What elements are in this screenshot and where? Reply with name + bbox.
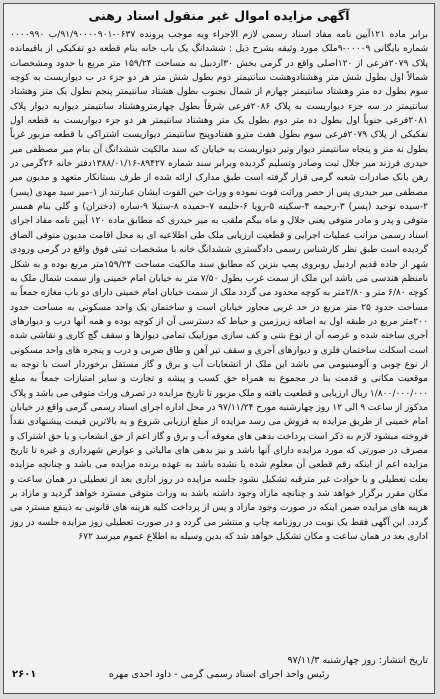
notice-footer [10, 668, 428, 682]
notice-body: برابر ماده ۱۲۱آیین نامه مفاد اسناد رسمی لازم الاجراء وبه موجب پرونده ۰۶۳۷-۹۱/۹۰۰۰۰۹۰۱/ب ۰۰۰۰۹۹۰ شماره بایگانی ۰۰۰۰۹-۹ملک مورد وثیقه بشرح ذیل : ششدانگ یک باب خانه بنام قطعه دو تفکیکی از باقیمانده پلاک ۲۰۷۹فرعی از ۱۲۰اصلی واقع در گرمی بخش ۳۰اردبیل به مساحت ۱۵۹/۲۴ متر مربع با حدود ومشخصات شمالاً اول بطول شش متر وهشتادوهشت سانتیمتر دوم بطول شش متر هر دو جزء در ب دیواریست به کوچه سوم بطول ده متر وهشتاد سانتیمتر چهارم از شمال بجنوب بطول هشتاد سانتیمتر پنجم بطول یک متر وهشتاد سانتیمتر در سه جزء دیواریست به پلاک ۲۰۸۶فرعی شرقاً بطول چهارمتروهشتاد سانتیمتر دیواربه دیوار پلاک ۲۰۸۱فرعی جنوباً اول بطول ده متر دوم بطول یک متر وهشتاد سانتیمتر هر دو جزء دیواریست به قطعه اول تفکیکی از پلاک ۲۰۷۹فرعی سوم بطول هفت مترو هفتادوپنج سانتیمتر دیواریست اشتراکی با قطعه مزبور غرباً بطول نه متر و پنجاه سانتیمتر دیوار وتیر دیواریست به خیابان که سند مالکیت ششدانگ آن بنام میر مصطفی میر حیدری فرزند میر جلال ثبت وصادر وتسلیم گردیده وبرابر سند شماره ۸۹۴۲۷-۱۳۸۸/۰۱/۱۶دفتر خانه ۲۶گرمی در رهن بانک صادرات شعبه گرمی قرار گرفته است طبق مدارک ارائه شده از طرف بستانکار متعهد و مدیون میر مصطفی میر حیدری پس از حصر وراثت فوت نموده و وراث حین الفوت ایشان عبارتند از ۱-میر سید مهدی (پسر) ۲-سیده توحید (پسر) ۳-رحیمه ۴-سکینه ۵-رویا ۶-حلیمه ۷-حمیده ۸-ستیلا ۹-ساره (دختران) و گلی بنام همسر متوفی و پدر و مادر متوفی یعنی جلال و ماه بیگم ملقب به میر حیدری که مطابق ماده ۱۲۰ آیین نامه مفاد اجرای اسناد رسمی مراتب عملیات اجرایی و قطعیت ارزیابی ملک طی اطلاعیه ای به محل اقامت مدیون متوفی الصاق گردیده است طبق نظر کارشناس رسمی دادگستری ششدانگ خانه با مشخصات ثبتی فوق واقع در گرمی ورودی شهر از جاده قدیم اردبیل روبروی پمپ بنزین که مطابق سند مالکیت مساحت ۱۵۹/۲۴متر مربع بوده و به شکل نامنظم هندسی می باشد این ملک از سمت غرب بطول ۷/۵۰ متر به خیابان امام خمینی واز سمت شمال ملک به کوچه ۶/۸۰ متر و ۲/۸۰متر به کوچه محدود می گردد ملک از سمت خیابان امام خمینی دارای دو باب مغازه جمعاً به مساحت حدود ۲۵ متر مربع در حد غربی مجاور خیابان است و ساختمان یک واحد مسکونی به مساحت حدود ۲۰۰متر مربع در طبقه اول به اضافه زیرزمین و حیاط که دسترسی آن از کوچه بوده و همه آنها درب و دیوارهای آجری ساخته شده و عرصه آن از نوع بتنی و کف سازی موزاییک تمامی دیوارها و سقف گچ کاری و نقاشی شده است اسکلت ساختمان فلزی و دیوارهای آجری و سقف تیر آهن و طاق ضربی و درب و پنجره های واحد مسکونی از نوع چوبی و آلومینیومی می باشد این ملک از انشعابات آب و برق و گاز مستقل برخوردار است با توجه به موقعیت مکانی و قدمت بنا در مجموع به همراه حق کسب و پیشه و تجارت و سایر امتیازات جمعاً به مبلغ ۱/۸۰۰/۰۰۰/۰۰۰ ریال ارزیابی و قطعیت یافته و ملک مزبور تا تاریخ مزایده در تصرف وراث متوفی می باشد و پلاک مذکور از ساعت ۹ الی ۱۲ روز چهارشنبه مورخ ۹۷/۱۱/۲۴ در محل اداره اجرای اسناد رسمی گرمی واقع در خیابان امام خمینی از طریق مزایده به فروش می رسد مزایده از مبلغ ارزیابی شروع و به بالاترین قیمت پیشنهادی نقداً فروخته میشود لازم به ذکر است پرداخت بدهی های معوقه آب و برق و گاز اعم از حق انشعاب و یا حق اشتراک و مصرف در صورتی که مورد مزایده دارای آنها باشد و نیز بدهی های مالیاتی و عوارض شهرداری و غیره تا تاریخ مزایده اعم از اینکه رقم قطعی آن معلوم شده یا نشده باشد به عهده برنده مزایده می باشد و چنانچه مزایده بعلت تعطیلی و یا حوادث غیر مترقبه تشکیل نشود جلسه مزایده در روز اداری بعد از تعطیلی در همان ساعت و مکان مقرر برگزار خواهد شد و چنانچه مازاد وجود داشته باشد به وراث متوفی مسترد خواهد گردید و مازاد بر هزینه های مزایده ضمن اینکه در صورت وجود مازاد و پس از پرداخت کلیه هزینه های قانونی به ذینفع مسترد می گردد. این آگهی فقط یک نوبت در روزنامه چاپ و منتشر می گردد و در صورت تعطیلی روز مزایده جلسه در روز اداری بعد در همان ساعت و مکان تشکیل خواهد شد که بدین وسیله به اطلاع عموم میرسد ۶۷۲ [10, 30, 428, 543]
signature-line: رئیس واحد اجرای اسناد رسمی گرمی - داود احدی مهره [108, 669, 330, 680]
notice-code: ۲۶۰۱ [12, 669, 37, 680]
auction-notice [3, 3, 435, 694]
publication-date: تاریخ انتشار: روز چهارشنبه ۹۷/۱۱/۳ [287, 655, 428, 666]
notice-title: آگهی مزایده اموال غیر منقول اسناد رهنی [88, 8, 350, 23]
